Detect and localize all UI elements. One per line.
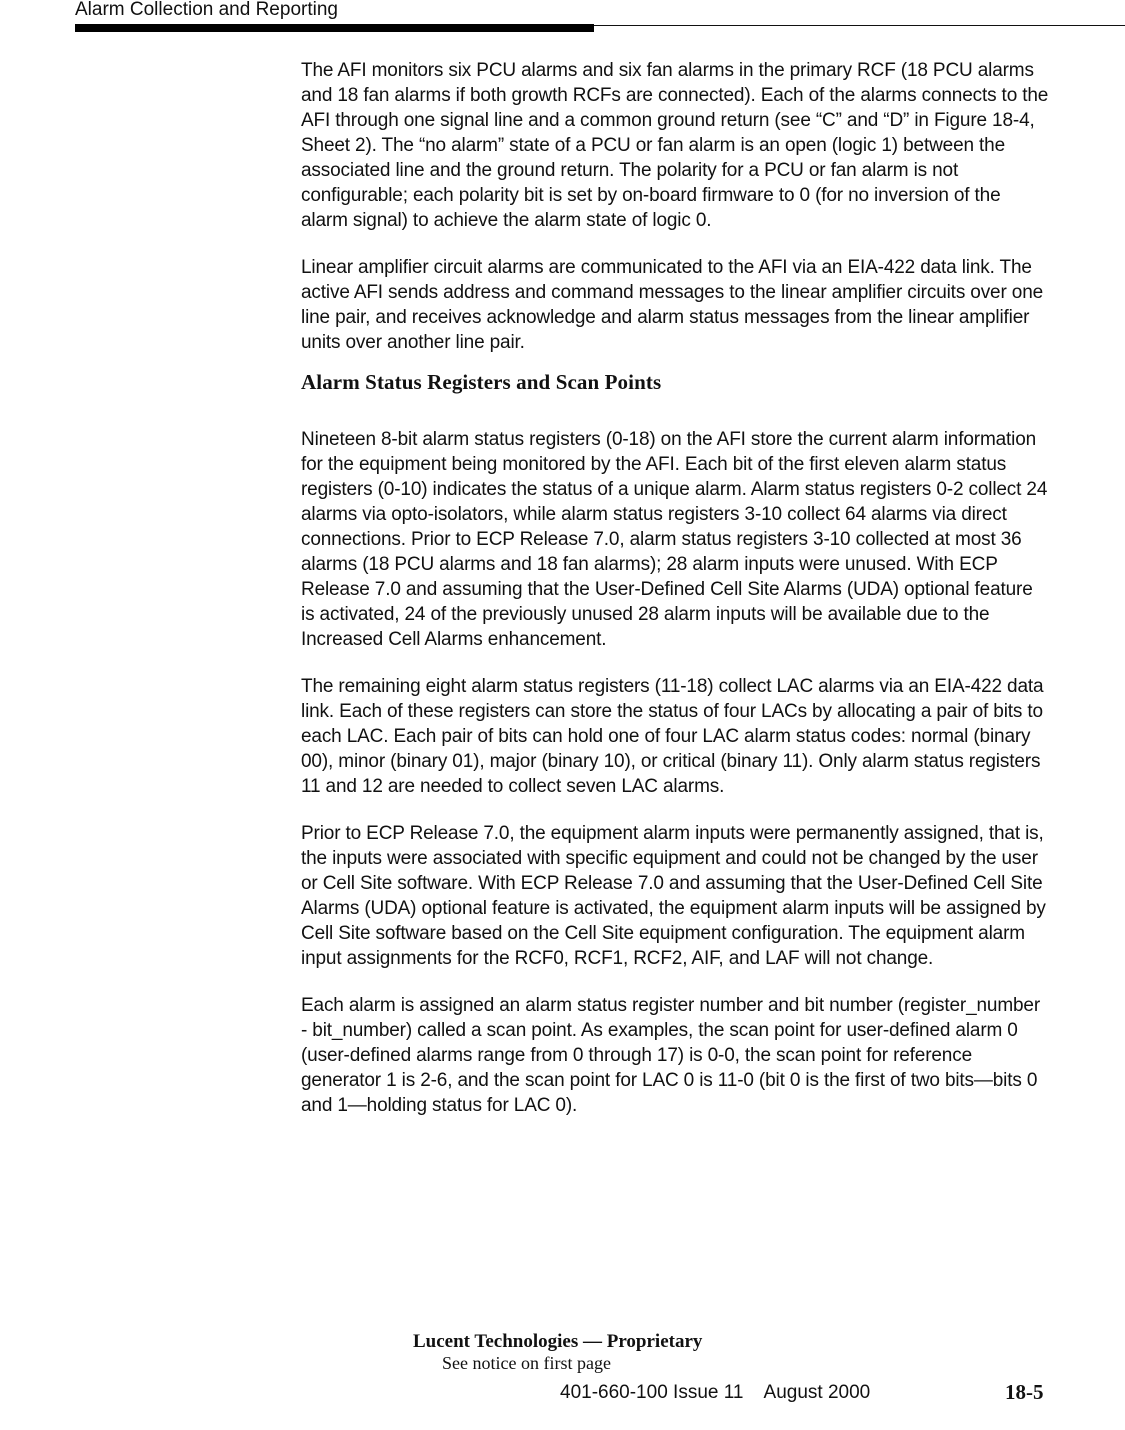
body-paragraph-linear-amplifier: Linear amplifier circuit alarms are communicated to the AFI via an EIA-422 data link. The active AFI sends address and command messages to the linear amplifier circuits over one line pair, and receives acknowledge and alarm status messages from the linear amplifier units over another line pair.: [301, 257, 1044, 353]
body-paragraph-pcu-fan-alarms: The AFI monitors six PCU alarms and six fan alarms in the primary RCF (18 PCU alarms and 18 fan alarms if both growth RCFs are connected). Each of the alarms connects to the AFI through one signal line and a common ground return (see “C” and “D” in Figure 18-4, Sheet 2). The “no alarm” state of a PCU or fan alarm is an open (logic 1) between the associated line and the ground return. The polarity for a PCU or fan alarm is not configurable; each polarity bit is set by on-board firmware to 0 (for no inversion of the alarm signal) to achieve the alarm state of logic 0.: [301, 60, 1049, 231]
footer-page-number: 18-5: [1005, 1380, 1044, 1404]
footer-document-info: 401-660-100 Issue 11 August 2000: [560, 1382, 871, 1403]
section-heading: Alarm Status Registers and Scan Points: [301, 370, 662, 394]
body-paragraph-scan-points: Each alarm is assigned an alarm status register number and bit number (register_number - bit_number) called a scan point. As examples, the scan point for user-defined alarm 0 (user-defined alarms range from 0 through 17) is 0-0, the scan point for reference generator 1 is 2-6, and the scan point for LAC 0 is 11-0 (bit 0 is the first of two bits—bits 0 and 1—holding status for LAC 0).: [301, 995, 1041, 1116]
header-rule-thick-bar: [75, 24, 594, 32]
body-paragraph-status-registers: Nineteen 8-bit alarm status registers (0-18) on the AFI store the current alarm information for the equipment being monitored by the AFI. Each bit of the first eleven alarm status registers (0-10) indicates the status of a unique alarm. Alarm status registers 0-2 collect 24 alarms via opto-isolators, while alarm status registers 3-10 collect 64 alarms via direct connections. Prior to ECP Release 7.0, alarm status registers 3-10 collected at most 36 alarms (18 PCU alarms and 18 fan alarms); 28 alarm inputs were unused. With ECP Release 7.0 and assuming that the User-Defined Cell Site Alarms (UDA) optional feature is activated, 24 of the previously unused 28 alarm inputs will be available due to the Increased Cell Alarms enhancement.: [301, 429, 1048, 650]
page-body: [301, 58, 1051, 1140]
body-paragraph-lac-registers: The remaining eight alarm status registers (11-18) collect LAC alarms via an EIA-422 data link. Each of these registers can store the status of four LACs by allocating a pair of bits to each LAC. Each pair of bits can hold one of four LAC alarm status codes: normal (binary 00), minor (binary 01), major (binary 10), or critical (binary 11). Only alarm status registers 11 and 12 are needed to collect seven LAC alarms.: [301, 676, 1044, 797]
footer-notice: See notice on first page: [442, 1353, 611, 1373]
body-paragraph-input-assignment: Prior to ECP Release 7.0, the equipment alarm inputs were permanently assigned, that is, the inputs were associated with specific equipment and could not be changed by the user or Cell Site software. With ECP Release 7.0 and assuming that the User-Defined Cell Site Alarms (UDA) optional feature is activated, the equipment alarm inputs will be assigned by Cell Site software based on the Cell Site equipment configuration. The equipment alarm input assignments for the RCF0, RCF1, RCF2, AIF, and LAF will not change.: [301, 823, 1046, 969]
running-header-title: Alarm Collection and Reporting: [75, 0, 338, 20]
footer-company: Lucent Technologies — Proprietary: [413, 1331, 703, 1352]
